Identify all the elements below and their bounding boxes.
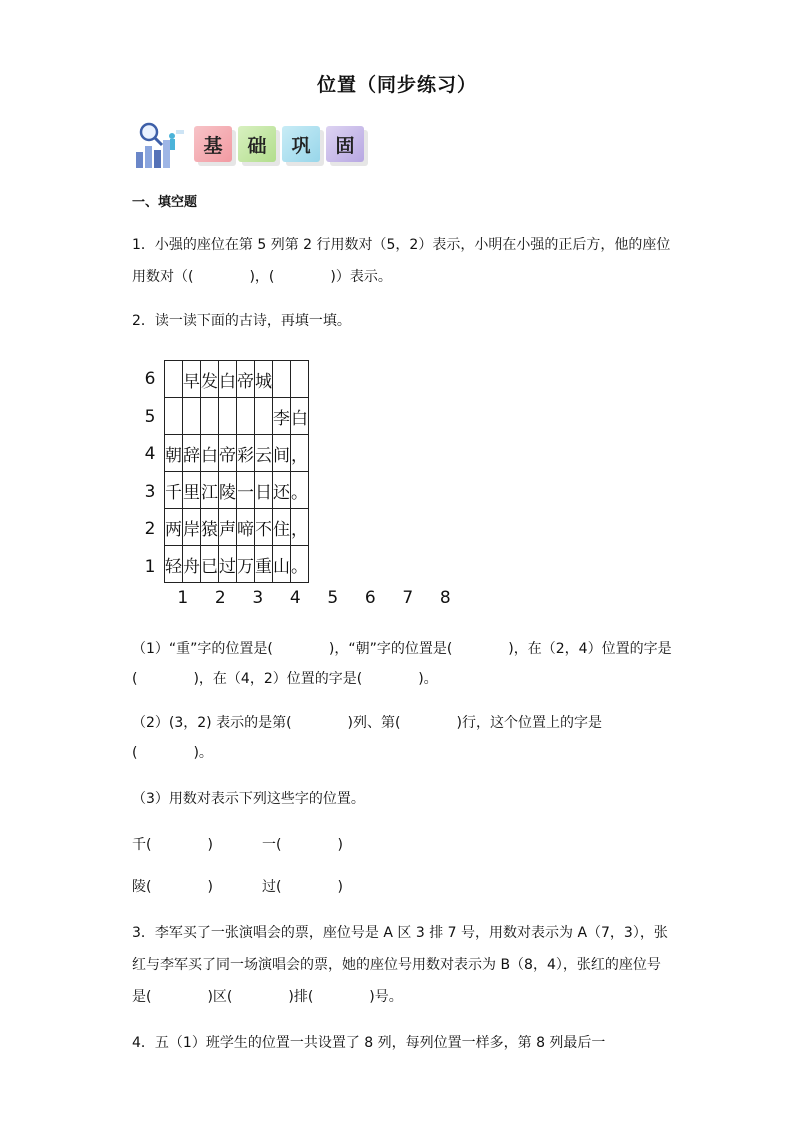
col-number: 4 xyxy=(289,588,301,608)
row-number: 6 xyxy=(144,369,156,389)
row-number: 3 xyxy=(144,481,156,502)
grid-cell: 。 xyxy=(291,546,309,583)
grid-cell: 千 xyxy=(165,472,183,509)
grid-cell: 白 xyxy=(219,361,237,398)
q3-line1: 3．李军买了一张演唱会的票，座位号是 A 区 3 排 7 号，用数对表示为 A（7，3），张 xyxy=(132,925,668,941)
q2-part2-line2: ( )。 xyxy=(132,745,213,761)
grid-cell: 帝 xyxy=(237,361,255,398)
grid-row-2 xyxy=(165,509,309,546)
col-number: 8 xyxy=(439,588,451,608)
grid-cell xyxy=(273,361,291,398)
grid-cell: ， xyxy=(291,509,309,546)
grid-cell: 一 xyxy=(237,472,255,509)
grid-cell: 陵 xyxy=(219,472,237,509)
grid-cell: 云 xyxy=(255,435,273,472)
row-number: 2 xyxy=(144,519,156,539)
q2-part3-item-qian: 千( ) xyxy=(132,837,213,853)
grid-row-4 xyxy=(165,435,309,472)
banner-tile-1: 基 xyxy=(194,126,232,162)
grid-cell xyxy=(201,398,219,435)
q4-line1: 4．五（1）班学生的位置一共设置了 8 列，每列位置一样多，第 8 列最后一 xyxy=(132,1035,606,1051)
grid-cell xyxy=(183,398,201,435)
grid-row-5 xyxy=(165,398,309,435)
col-number: 1 xyxy=(177,588,189,608)
grid-cell: 白 xyxy=(201,435,219,472)
grid-row-1 xyxy=(165,546,309,583)
grid-cell: 住 xyxy=(273,509,291,546)
q2-intro: 2．读一读下面的古诗，再填一填。 xyxy=(132,313,351,329)
grid-cell xyxy=(291,361,309,398)
q2-part1-line2: ( )，在（4，2）位置的字是( )。 xyxy=(132,671,438,687)
poem-table xyxy=(164,360,309,583)
grid-cell: 山 xyxy=(273,546,291,583)
banner-tile-4: 固 xyxy=(326,126,364,162)
section-heading: 一、填空题 xyxy=(132,195,198,210)
grid-cell: 万 xyxy=(237,546,255,583)
grid-cell: 已 xyxy=(201,546,219,583)
grid-cell: 白 xyxy=(291,398,309,435)
col-number: 2 xyxy=(214,588,226,608)
q2-part3-item-ling: 陵( ) xyxy=(132,879,213,895)
grid-cell xyxy=(165,361,183,398)
q3-line3: 是( )区( )排( )号。 xyxy=(132,989,403,1005)
grid-cell: 啼 xyxy=(237,509,255,546)
grid-cell: 岸 xyxy=(183,509,201,546)
q1-line2: 用数对（( )，( )）表示。 xyxy=(132,269,392,285)
col-number: 3 xyxy=(252,588,264,608)
col-number: 6 xyxy=(364,588,376,608)
banner-tile-2: 础 xyxy=(238,126,276,162)
grid-cell: 辞 xyxy=(183,435,201,472)
q2-part3-prompt: （3）用数对表示下列这些字的位置。 xyxy=(132,791,365,807)
grid-cell: 两 xyxy=(165,509,183,546)
grid-row-6 xyxy=(165,361,309,398)
grid-cell: 发 xyxy=(201,361,219,398)
banner-tile-3: 巩 xyxy=(282,126,320,162)
section-banner xyxy=(132,122,382,168)
q2-part2-line1: （2）(3，2) 表示的是第( )列、第( )行，这个位置上的字是 xyxy=(132,715,602,731)
grid-cell: 城 xyxy=(255,361,273,398)
grid-cell xyxy=(255,398,273,435)
grid-cell: 声 xyxy=(219,509,237,546)
grid-cell: 。 xyxy=(291,472,309,509)
grid-cell: 江 xyxy=(201,472,219,509)
col-number: 5 xyxy=(327,588,339,608)
row-number: 4 xyxy=(144,444,156,464)
col-number: 7 xyxy=(402,588,414,608)
grid-cell: 李 xyxy=(273,398,291,435)
grid-cell: 猿 xyxy=(201,509,219,546)
magnifier-chart-icon xyxy=(132,122,188,172)
grid-cell: 里 xyxy=(183,472,201,509)
grid-cell: 过 xyxy=(219,546,237,583)
grid-cell: 朝 xyxy=(165,435,183,472)
grid-cell: 还 xyxy=(273,472,291,509)
page-title: 位置（同步练习） xyxy=(316,74,477,96)
grid-cell: 帝 xyxy=(219,435,237,472)
grid-cell: 早 xyxy=(183,361,201,398)
grid-cell: 间 xyxy=(273,435,291,472)
grid-cell: 轻 xyxy=(165,546,183,583)
grid-cell: 不 xyxy=(255,509,273,546)
grid-cell: 重 xyxy=(255,546,273,583)
grid-cell: 舟 xyxy=(183,546,201,583)
grid-cell xyxy=(165,398,183,435)
grid-row-3 xyxy=(165,472,309,509)
q2-part3-item-yi: 一( ) xyxy=(262,837,343,853)
q2-part3-item-guo: 过( ) xyxy=(262,879,343,895)
q1-line1: 1．小强的座位在第 5 列第 2 行用数对（5，2）表示，小明在小强的正后方，他的座位 xyxy=(132,237,671,253)
grid-cell: ， xyxy=(291,435,309,472)
grid-cell: 彩 xyxy=(237,435,255,472)
q3-line2: 红与李军买了同一场演唱会的票，她的座位号用数对表示为 B（8，4），张红的座位号 xyxy=(132,957,661,973)
grid-cell xyxy=(237,398,255,435)
row-number: 1 xyxy=(144,556,156,577)
grid-cell: 日 xyxy=(255,472,273,509)
q2-part1-line1: （1）“重”字的位置是( )，“朝”字的位置是( )，在（2，4）位置的字是 xyxy=(132,641,672,657)
row-number: 5 xyxy=(144,406,156,427)
grid-cell xyxy=(219,398,237,435)
